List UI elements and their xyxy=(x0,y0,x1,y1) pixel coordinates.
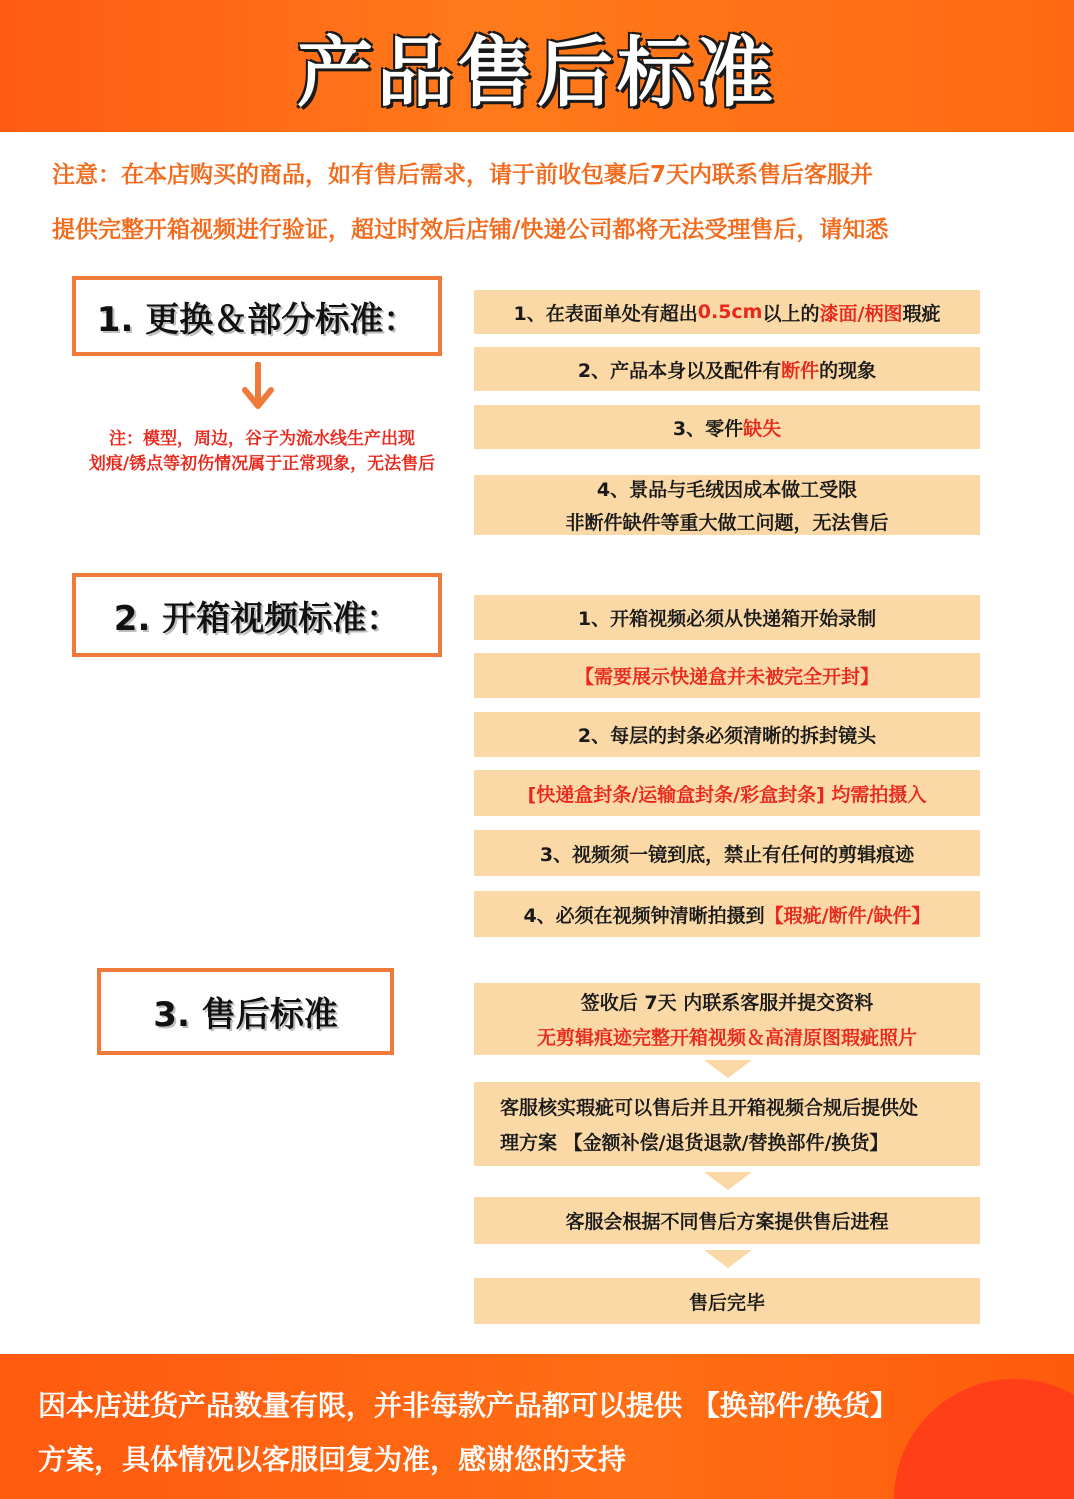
s2-item-5 xyxy=(474,830,980,876)
s2-item-4-red: [快递盒封条/运输盒封条/彩盒封条] 均需拍摄入 xyxy=(527,783,927,806)
s1-item-2-red: 断件 xyxy=(781,359,820,382)
s1-item-1-pre: 1、在表面单处有超出 xyxy=(513,302,698,325)
section-1-title xyxy=(72,276,442,356)
s1-item-1-mid: 以上的 xyxy=(762,302,820,325)
footer-line-2: 方案，具体情况以客服回复为准，感谢您的支持 xyxy=(38,1443,627,1476)
s1-item-1-red1: 0.5cm xyxy=(697,301,763,323)
s1-item-2-pre: 2、产品本身以及配件有 xyxy=(577,359,782,382)
header-banner xyxy=(0,0,1074,132)
s3-step-1-line-1: 签收后 7天 内联系客服并提交资料 xyxy=(580,992,874,1014)
s2-item-6 xyxy=(474,891,980,937)
section-2-title-text: 2. 开箱视频标准： xyxy=(113,598,401,639)
notice-line-1: 注意：在本店购买的商品，如有售后需求，请于前收包裹后7天内联系售后客服并 xyxy=(52,162,874,188)
s2-item-1 xyxy=(474,595,980,640)
section-1-note-line-2: 划痕/锈点等初伤情况属于正常现象，无法售后 xyxy=(88,454,436,474)
flow-arrow-icon xyxy=(704,1250,752,1268)
s1-item-4-line-1: 4、景品与毛绒因成本做工受限 xyxy=(596,479,858,501)
s3-step-3-text: 客服会根据不同售后方案提供售后进程 xyxy=(565,1211,889,1233)
s2-item-6-red: 【瑕疵/断件/缺件】 xyxy=(764,904,931,927)
s1-item-3-pre: 3、零件 xyxy=(672,417,744,440)
s1-item-1-post: 瑕疵 xyxy=(902,302,941,325)
s3-step-2 xyxy=(474,1082,980,1166)
footer-banner xyxy=(0,1354,1074,1499)
footer-decoration xyxy=(894,1379,1074,1499)
s2-item-2-red: 【需要展示快递盒并未被完全开封】 xyxy=(574,666,879,688)
s3-step-3 xyxy=(474,1197,980,1244)
flow-arrow-icon xyxy=(704,1060,752,1078)
section-2-title xyxy=(72,573,442,657)
section-3-title xyxy=(97,968,394,1055)
s2-item-6-pre: 4、必须在视频钟清晰拍摄到 xyxy=(523,904,765,927)
page-title: 产品售后标准 xyxy=(297,27,777,117)
s1-item-4 xyxy=(474,475,980,535)
s1-item-2 xyxy=(474,347,980,391)
s2-item-4 xyxy=(474,770,980,816)
section-3-title-text: 3. 售后标准 xyxy=(153,995,338,1035)
s2-item-3 xyxy=(474,712,980,757)
s3-step-1-line-2: 无剪辑痕迹完整开箱视频＆高清原图瑕疵照片 xyxy=(536,1027,917,1049)
section-1-title-text: 1. 更换＆部分标准： xyxy=(96,299,418,340)
s1-item-3 xyxy=(474,405,980,449)
s1-item-2-post: 的现象 xyxy=(819,359,877,382)
notice-line-2: 提供完整开箱视频进行验证，超过时效后店铺/快递公司都将无法受理售后，请知悉 xyxy=(52,217,889,243)
s3-step-1 xyxy=(474,983,980,1055)
s3-step-2-line-2: 理方案 【金额补偿/退货退款/替换部件/换货】 xyxy=(500,1132,889,1154)
s2-item-3-text: 2、每层的封条必须清晰的拆封镜头 xyxy=(577,725,877,747)
arrow-down-icon xyxy=(240,362,276,412)
footer-line-1: 因本店进货产品数量有限，并非每款产品都可以提供 【换部件/换货】 xyxy=(38,1389,898,1422)
s3-step-4 xyxy=(474,1278,980,1324)
s2-item-5-text: 3、视频须一镜到底，禁止有任何的剪辑痕迹 xyxy=(539,843,915,866)
s2-item-1-text: 1、开箱视频必须从快递箱开始录制 xyxy=(577,608,877,630)
s3-step-4-text: 售后完毕 xyxy=(688,1291,765,1314)
flow-arrow-icon xyxy=(704,1172,752,1190)
section-1-note-line-1: 注：模型，周边，谷子为流水线生产出现 xyxy=(109,429,415,449)
s1-item-1 xyxy=(474,290,980,334)
s1-item-1-red2: 漆面/柄图 xyxy=(819,302,903,325)
s2-item-2 xyxy=(474,653,980,698)
s3-step-2-line-1: 客服核实瑕疵可以售后并且开箱视频合规后提供处 xyxy=(500,1097,919,1119)
s1-item-3-red: 缺失 xyxy=(743,417,782,440)
s1-item-4-line-2: 非断件缺件等重大做工问题，无法售后 xyxy=(565,512,889,534)
